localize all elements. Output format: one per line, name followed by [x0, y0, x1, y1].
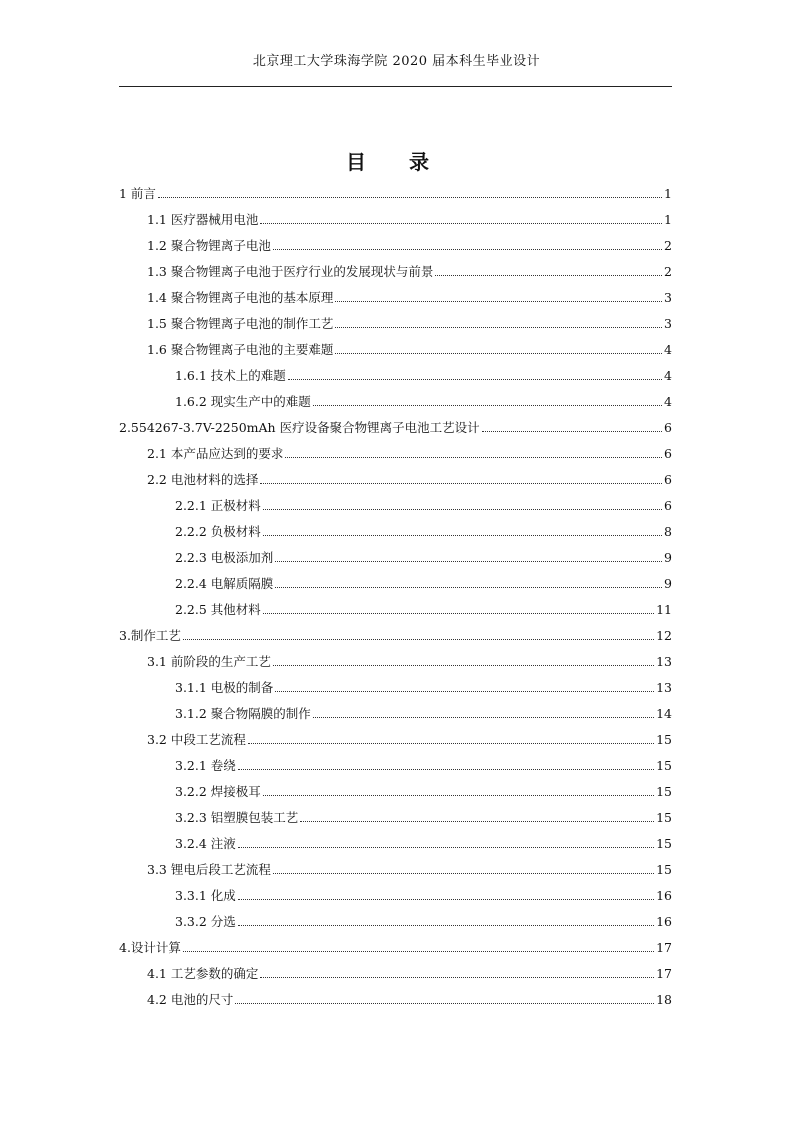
toc-entry-label: 1.2 聚合物锂离子电池: [147, 238, 271, 253]
toc-entry-label: 3.2.4 注液: [175, 836, 236, 851]
toc-entry[interactable]: [175, 362, 672, 388]
toc-leader-dots: [260, 482, 662, 484]
toc-entry-label: 3.2.1 卷绕: [175, 758, 236, 773]
toc-leader-dots: [238, 924, 654, 926]
toc-entry-page: 13: [656, 653, 672, 669]
header-divider: [119, 86, 672, 87]
toc-entry-label: 1.5 聚合物锂离子电池的制作工艺: [147, 316, 334, 331]
toc-entry-page: 15: [656, 757, 672, 773]
toc-entry-page: 14: [656, 705, 672, 721]
toc-entry[interactable]: [147, 648, 672, 674]
toc-entry-label: 3.2.2 焊接极耳: [175, 784, 261, 799]
toc-leader-dots: [238, 846, 654, 848]
toc-entry-page: 15: [656, 835, 672, 851]
toc-entry-page: 3: [664, 315, 672, 331]
toc-entry[interactable]: [175, 544, 672, 570]
toc-entry-label: 1.1 医疗器械用电池: [147, 212, 259, 227]
toc-entry[interactable]: [147, 960, 672, 986]
toc-entry-label: 2.2.5 其他材料: [175, 602, 261, 617]
toc-entry-label: 3.2.3 铝塑膜包装工艺: [175, 810, 299, 825]
toc-entry-label: 4.设计计算: [119, 940, 181, 955]
toc-entry-page: 16: [656, 887, 672, 903]
toc-entry[interactable]: [175, 596, 672, 622]
toc-entry-page: 4: [664, 367, 672, 383]
toc-leader-dots: [235, 1002, 654, 1004]
toc-entry-page: 9: [664, 549, 672, 565]
toc-entry[interactable]: [175, 570, 672, 596]
toc-entry-page: 12: [656, 627, 672, 643]
toc-entry-page: 2: [664, 263, 672, 279]
toc-leader-dots: [260, 976, 654, 978]
page-header: 北京理工大学珠海学院 2020 届本科生毕业设计: [252, 54, 541, 69]
toc-leader-dots: [183, 638, 654, 640]
toc-entry-label: 3.3.2 分选: [175, 914, 236, 929]
toc-leader-dots: [288, 378, 662, 380]
toc-entry[interactable]: [147, 466, 672, 492]
toc-leader-dots: [158, 196, 662, 198]
toc-entry-label: 2.2.4 电解质隔膜: [175, 576, 274, 591]
toc-entry[interactable]: [175, 492, 672, 518]
toc-entry-page: 13: [656, 679, 672, 695]
toc-entry-page: 6: [664, 419, 672, 435]
toc-leader-dots: [263, 794, 654, 796]
toc-leader-dots: [335, 300, 662, 302]
toc-entry-label: 1.6 聚合物锂离子电池的主要难题: [147, 342, 334, 357]
toc-entry-page: 9: [664, 575, 672, 591]
toc-leader-dots: [300, 820, 654, 822]
toc-leader-dots: [260, 222, 662, 224]
toc-leader-dots: [313, 716, 654, 718]
toc-entry-page: 18: [656, 991, 672, 1007]
toc-entry[interactable]: [147, 986, 672, 1012]
toc-entry-page: 15: [656, 783, 672, 799]
toc-entry-page: 15: [656, 731, 672, 747]
toc-leader-dots: [263, 534, 662, 536]
toc-leader-dots: [285, 456, 662, 458]
toc-leader-dots: [183, 950, 654, 952]
toc-entry-label: 1 前言: [119, 186, 156, 201]
toc-entry-label: 1.6.2 现实生产中的难题: [175, 394, 311, 409]
toc-entry[interactable]: [175, 882, 672, 908]
toc-entry-label: 2.2.3 电极添加剂: [175, 550, 274, 565]
toc-entry[interactable]: [147, 310, 672, 336]
toc-entry-label: 3.1.1 电极的制备: [175, 680, 274, 695]
toc-entry-page: 2: [664, 237, 672, 253]
toc-entry[interactable]: [175, 700, 672, 726]
toc-entry[interactable]: [175, 804, 672, 830]
toc-leader-dots: [435, 274, 662, 276]
toc-entry[interactable]: [147, 206, 672, 232]
toc-entry-page: 4: [664, 393, 672, 409]
toc-entry-label: 3.1 前阶段的生产工艺: [147, 654, 271, 669]
toc-entry-page: 17: [656, 965, 672, 981]
toc-entry[interactable]: [175, 778, 672, 804]
toc-leader-dots: [275, 690, 654, 692]
toc-entry-label: 1.4 聚合物锂离子电池的基本原理: [147, 290, 334, 305]
toc-entry-label: 3.2 中段工艺流程: [147, 732, 246, 747]
toc-entry-page: 11: [656, 601, 672, 617]
toc-entry-page: 3: [664, 289, 672, 305]
toc-entry[interactable]: [147, 284, 672, 310]
toc-leader-dots: [335, 352, 662, 354]
toc-entry[interactable]: [147, 440, 672, 466]
toc-title: 目 录: [346, 150, 447, 174]
toc-entry-label: 2.2 电池材料的选择: [147, 472, 259, 487]
toc-entry-label: 3.1.2 聚合物隔膜的制作: [175, 706, 311, 721]
toc-entry-page: 16: [656, 913, 672, 929]
toc-entry-page: 6: [664, 471, 672, 487]
toc-leader-dots: [273, 664, 654, 666]
toc-entry[interactable]: [175, 908, 672, 934]
toc-leader-dots: [238, 898, 654, 900]
toc-entry[interactable]: [119, 414, 672, 440]
toc-entry[interactable]: [147, 232, 672, 258]
toc-leader-dots: [248, 742, 654, 744]
toc-entry[interactable]: [147, 856, 672, 882]
toc-leader-dots: [313, 404, 662, 406]
toc-leader-dots: [275, 586, 662, 588]
toc-entry-label: 1.6.1 技术上的难题: [175, 368, 286, 383]
toc-leader-dots: [273, 248, 662, 250]
toc-entry-page: 6: [664, 445, 672, 461]
toc-leader-dots: [335, 326, 662, 328]
toc-entry[interactable]: [119, 934, 672, 960]
toc-entry-label: 2.1 本产品应达到的要求: [147, 446, 284, 461]
toc-entry-label: 1.3 聚合物锂离子电池于医疗行业的发展现状与前景: [147, 264, 434, 279]
toc-entry-page: 1: [664, 185, 672, 201]
toc-entry[interactable]: [147, 726, 672, 752]
toc-leader-dots: [273, 872, 654, 874]
toc-entry[interactable]: [175, 388, 672, 414]
toc-entry[interactable]: [119, 180, 672, 206]
toc-entry-page: 17: [656, 939, 672, 955]
toc-entry-page: 1: [664, 211, 672, 227]
toc-entry[interactable]: [175, 674, 672, 700]
toc-leader-dots: [482, 430, 662, 432]
toc-entry-page: 15: [656, 809, 672, 825]
toc-leader-dots: [275, 560, 662, 562]
toc-entry-label: 3.3.1 化成: [175, 888, 236, 903]
toc-entry-label: 3.制作工艺: [119, 628, 181, 643]
toc-entry[interactable]: [175, 830, 672, 856]
toc-entry-page: 15: [656, 861, 672, 877]
toc-entry[interactable]: [175, 518, 672, 544]
toc-entry[interactable]: [147, 258, 672, 284]
toc-entry-label: 3.3 锂电后段工艺流程: [147, 862, 271, 877]
toc-entry-page: 4: [664, 341, 672, 357]
toc-entry[interactable]: [147, 336, 672, 362]
toc-entry-label: 2.554267-3.7V-2250mAh 医疗设备聚合物锂离子电池工艺设计: [119, 420, 480, 435]
toc-entry-page: 8: [664, 523, 672, 539]
toc-entry-label: 2.2.2 负极材料: [175, 524, 261, 539]
toc-entry[interactable]: [175, 752, 672, 778]
toc-entry-page: 6: [664, 497, 672, 513]
toc-leader-dots: [263, 508, 662, 510]
toc-entry[interactable]: [119, 622, 672, 648]
toc-leader-dots: [263, 612, 654, 614]
toc-leader-dots: [238, 768, 654, 770]
toc-entry-label: 4.2 电池的尺寸: [147, 992, 234, 1007]
toc-entry-label: 4.1 工艺参数的确定: [147, 966, 259, 981]
toc-entry-label: 2.2.1 正极材料: [175, 498, 261, 513]
